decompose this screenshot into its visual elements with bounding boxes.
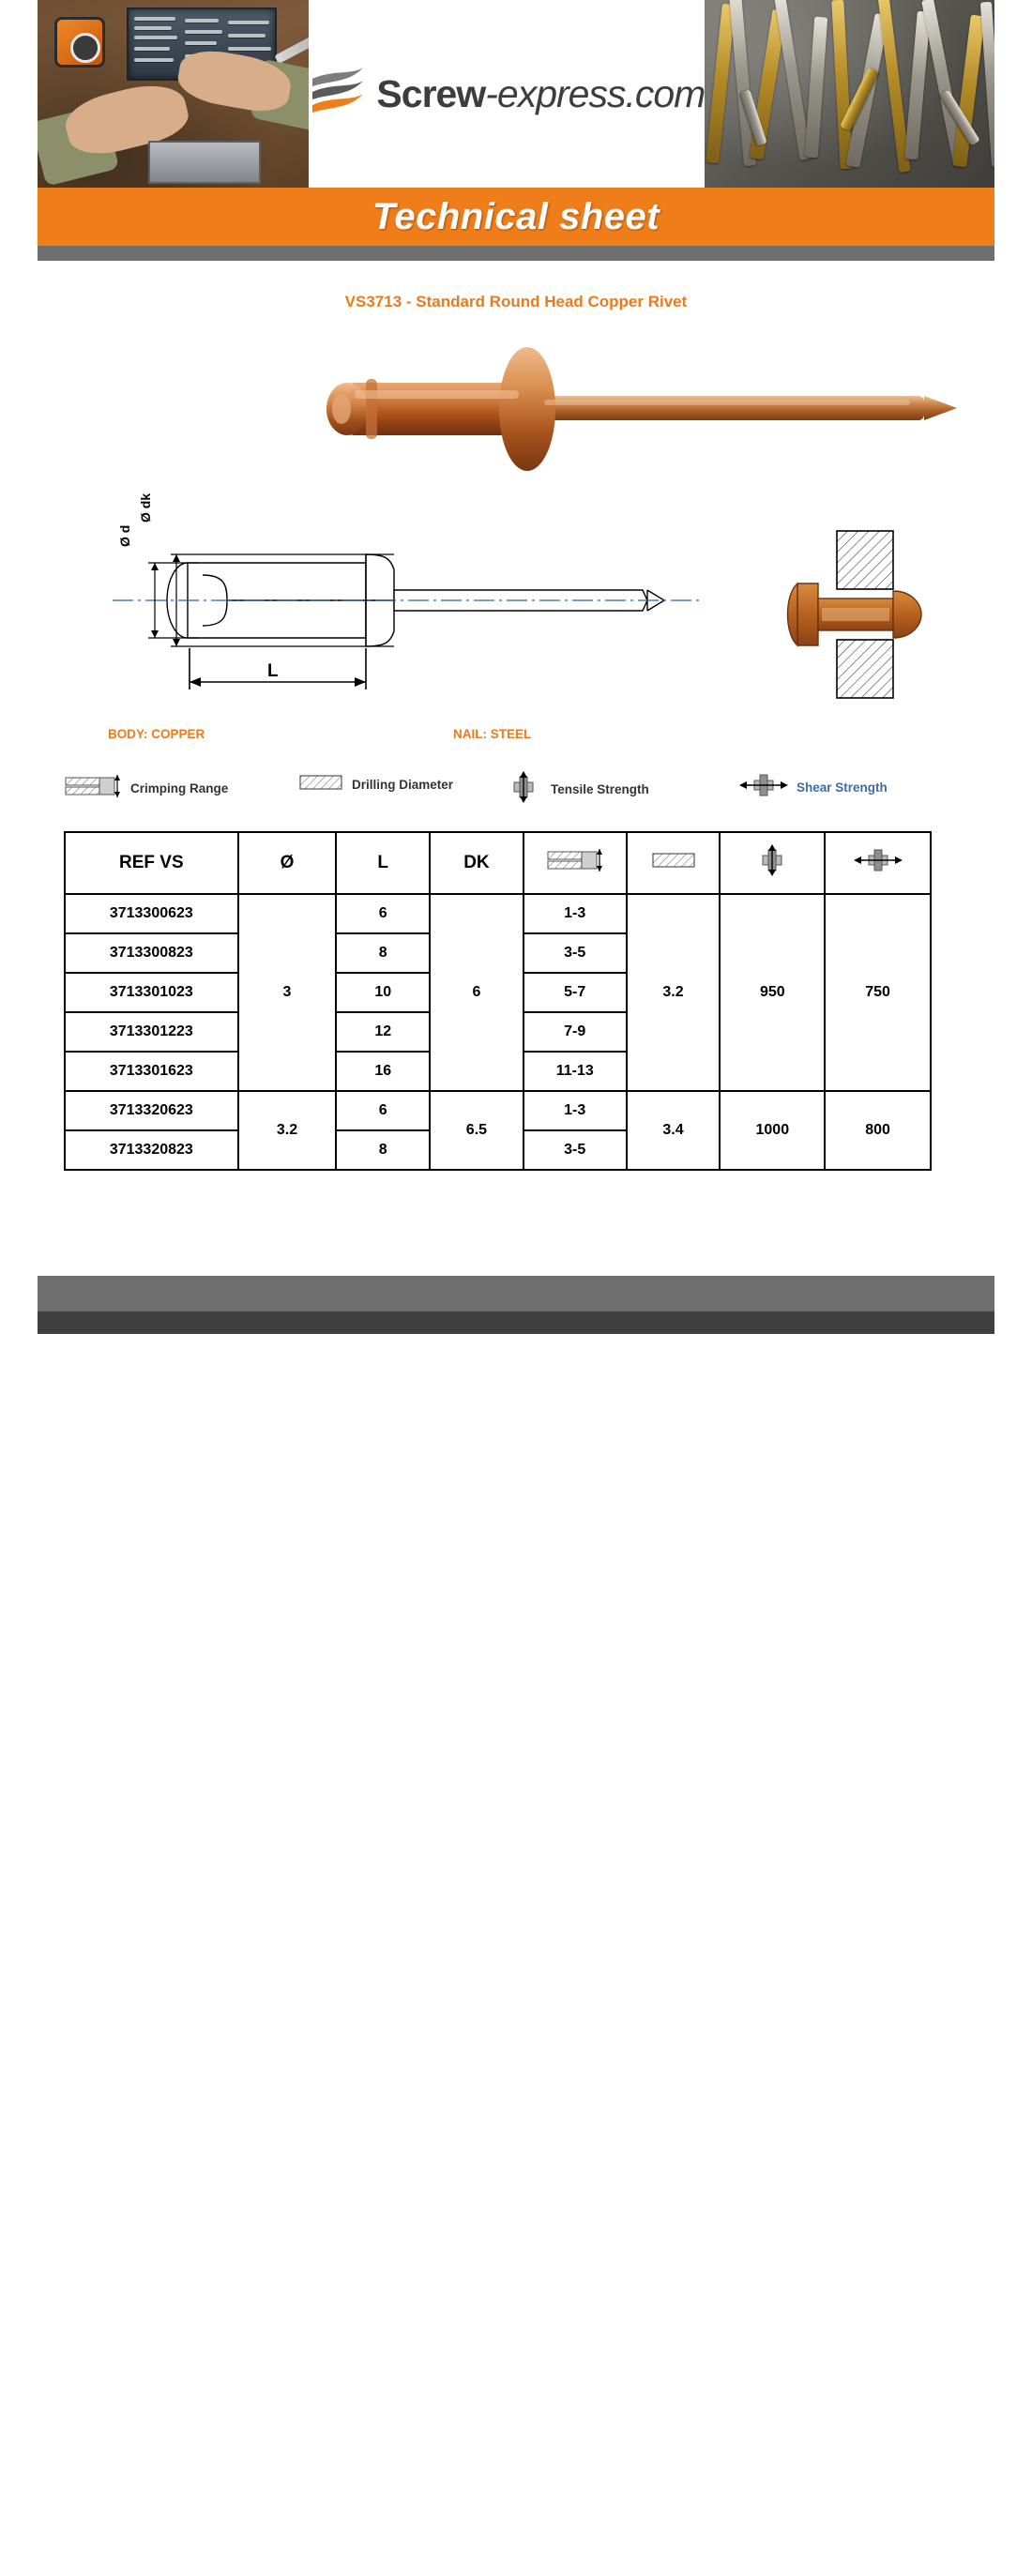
cell-length: 10 [336,973,430,1012]
cell-ref: 3713300823 [65,933,238,973]
cell-diameter: 3.2 [238,1091,337,1170]
cell-tensile: 1000 [720,1091,825,1170]
cell-crimping: 1-3 [524,894,627,933]
cell-tensile: 950 [720,894,825,1091]
cell-ref: 3713301623 [65,1052,238,1091]
legend-item-crimping-range [64,771,228,806]
legend-label-tensile-strength: Tensile Strength [551,782,649,796]
cell-crimping: 5-7 [524,973,627,1012]
table-body [65,894,931,1170]
material-nail: NAIL: STEEL [453,727,532,741]
crimping-range-icon [546,860,604,880]
table-row [65,1091,931,1130]
cell-crimping: 11-13 [524,1052,627,1091]
cell-crimping: 1-3 [524,1091,627,1130]
header-crimping-range [524,832,627,894]
cell-crimping: 3-5 [524,1130,627,1170]
table-header-row [65,832,931,894]
left-margin [0,0,38,1334]
cell-ref: 3713301223 [65,1012,238,1052]
footer-dark-strip [0,1311,1032,1334]
header-diameter: Ø [238,832,337,894]
shear-strength-icon [739,771,788,804]
screws-photo [705,0,994,188]
brand-name-bold: Screw [376,71,486,115]
cell-shear: 800 [825,1091,931,1170]
legend-item-shear-strength [739,771,888,804]
shear-strength-icon [854,859,903,879]
brand-name-rest: -express.com [485,71,706,115]
right-margin [994,0,1032,1334]
legend-label-drilling-diameter: Drilling Diameter [352,778,454,792]
cell-crimping: 7-9 [524,1012,627,1052]
footer-bar [38,1276,994,2575]
cell-shear: 750 [825,894,931,1091]
cell-drilling: 3.2 [627,894,721,1091]
label-diameter-d: Ø d [117,524,132,547]
metal-plate [148,141,261,184]
cell-dk: 6 [430,894,524,1091]
material-body: BODY: COPPER [108,727,205,741]
legend-label-shear-strength: Shear Strength [797,780,888,795]
header-length: L [336,832,430,894]
label-diameter-dk: Ø dk [138,492,153,523]
workbench-photo [38,0,309,188]
cell-length: 8 [336,1130,430,1170]
cell-ref: 3713300623 [65,894,238,933]
cell-diameter: 3 [238,894,337,1091]
header-dk: DK [430,832,524,894]
band-gray-strip [38,246,994,261]
installed-rivet-diagram [779,525,957,704]
header-ref: REF VS [65,832,238,894]
cell-length: 16 [336,1052,430,1091]
cell-length: 8 [336,933,430,973]
technical-sheet-band [38,188,994,246]
table-row [65,894,931,933]
page-header [38,0,994,188]
cell-length: 12 [336,1012,430,1052]
band-title: Technical sheet [372,195,660,237]
label-length-l: L [267,661,279,681]
technical-drawing [84,464,760,718]
cell-dk: 6.5 [430,1091,524,1170]
cell-ref: 3713320823 [65,1130,238,1170]
header-tensile-strength [720,832,825,894]
tape-measure-icon [54,17,105,68]
page-title: VS3713 - Standard Round Head Copper Rivet [344,293,688,311]
swoosh-logo-icon [309,66,367,122]
legend-item-tensile-strength [505,771,649,808]
legend-label-crimping-range: Crimping Range [130,781,229,796]
tensile-strength-icon [753,861,791,881]
drilling-diameter-icon [298,771,343,798]
specification-table [64,831,932,1171]
drilling-diameter-icon [651,856,696,876]
tensile-strength-icon [505,771,542,808]
footer-email: customer.service@screw-express.com [657,2558,943,2575]
cell-ref: 3713301023 [65,973,238,1012]
header-shear-strength [825,832,931,894]
cell-drilling: 3.4 [627,1091,721,1170]
cell-length: 6 [336,1091,430,1130]
logo-area [309,0,705,188]
crimping-range-icon [64,771,122,806]
brand-name [376,72,705,116]
cell-length: 6 [336,894,430,933]
cell-ref: 3713320623 [65,1091,238,1130]
legend [64,771,993,809]
legend-item-drilling-diameter [298,771,453,798]
cell-crimping: 3-5 [524,933,627,973]
header-drilling-diameter [627,832,721,894]
